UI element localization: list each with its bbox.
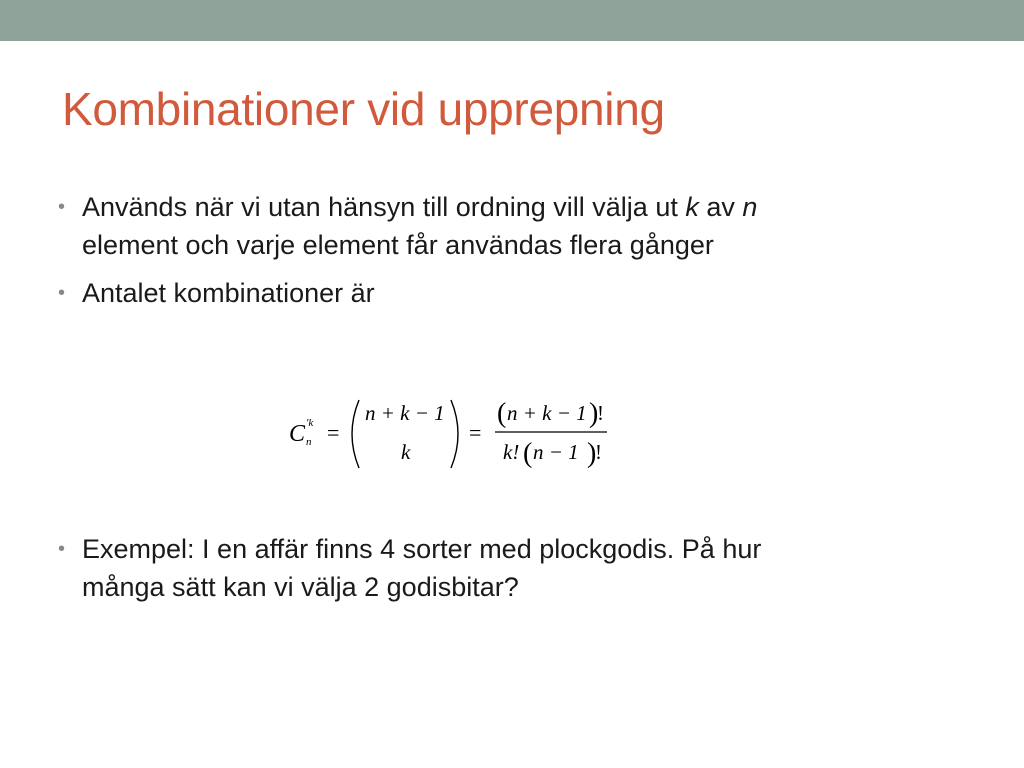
num-factorial: ! xyxy=(597,401,604,425)
formula-superscript: 'k xyxy=(306,417,314,429)
bullet-dot: • xyxy=(58,196,66,218)
bullet-text: Exempel: I en affär finns 4 sorter med plockgodis. På hur xyxy=(82,534,762,564)
combination-formula xyxy=(287,396,617,476)
formula-c: C xyxy=(289,421,306,447)
fraction-denominator-n: n − 1 xyxy=(533,440,579,464)
binom-right-paren xyxy=(451,400,458,468)
bullet-text: element och varje element får användas flera gånger xyxy=(82,230,714,260)
bullet-text: av xyxy=(698,192,743,222)
formula-equals-2: = xyxy=(469,420,482,445)
bullet-text: Antalet kombinationer är xyxy=(82,278,375,308)
formula-equals: = xyxy=(327,420,340,445)
top-accent-bar xyxy=(0,0,1024,41)
bullet-text: Används när vi utan hänsyn till ordning vill välja ut xyxy=(82,192,686,222)
bullet-item-count xyxy=(58,274,978,312)
formula-svg xyxy=(287,396,617,476)
binom-top: n + k − 1 xyxy=(365,401,445,425)
bullet-item-example xyxy=(58,530,761,606)
bullet-dot: • xyxy=(58,538,66,560)
num-left-paren: ( xyxy=(497,398,507,429)
var-k: k xyxy=(685,192,699,222)
formula-subscript: n xyxy=(306,436,312,448)
den-factorial: ! xyxy=(595,440,602,464)
fraction-denominator-k: k! xyxy=(503,440,520,464)
den-left-paren: ( xyxy=(523,438,533,469)
bullet-dot: • xyxy=(58,282,66,304)
num-right-paren: ) xyxy=(589,398,599,429)
binom-left-paren xyxy=(352,400,359,468)
den-right-paren: ) xyxy=(587,438,597,469)
slide-title: Kombinationer vid upprepning xyxy=(62,83,665,135)
bullet-text: många sätt kan vi välja 2 godisbitar? xyxy=(82,572,519,602)
binom-bottom: k xyxy=(401,440,411,464)
fraction-numerator: n + k − 1 xyxy=(507,401,587,425)
var-n: n xyxy=(742,192,758,222)
bullet-item-usage xyxy=(58,188,978,264)
